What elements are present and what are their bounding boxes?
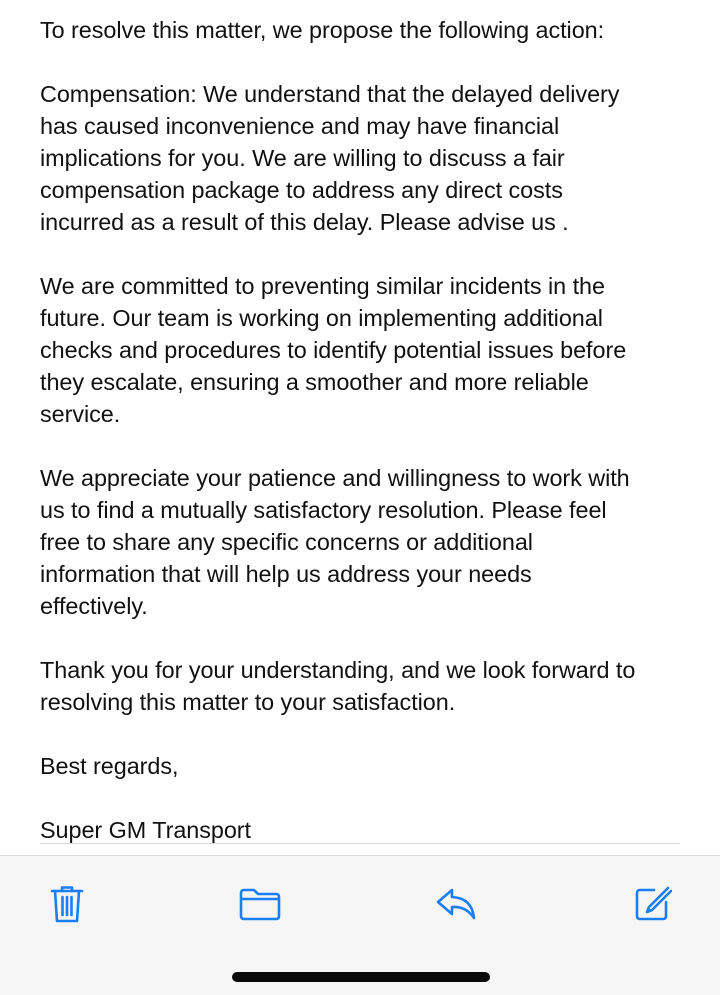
- email-paragraph: To resolve this matter, we propose the following action:: [40, 17, 605, 43]
- email-paragraph: We appreciate your patience and willingness to work with us to find a mutually satisfactory resolution. Please feel free to share any specific concerns or additional information that will help us address your needs effectively.: [40, 465, 630, 619]
- email-paragraph: We are committed to preventing similar incidents in the future. Our team is working on implementing additional checks and procedures to identify potential issues before they escalate, ensuring a smoother and more reliable service.: [40, 273, 627, 427]
- reply-icon: [434, 886, 478, 922]
- email-paragraph: Compensation: We understand that the delayed delivery has caused inconvenience and may have financial implications for you. We are willing to discuss a fair compensation package to address any direct costs incurred as a result of this delay. Please advise us .: [40, 81, 620, 235]
- email-paragraph: Thank you for your understanding, and we look forward to resolving this matter to your satisfaction.: [40, 657, 636, 715]
- compose-button[interactable]: [628, 880, 676, 928]
- body-divider: [40, 843, 680, 844]
- email-closing: Best regards,: [40, 753, 179, 779]
- folder-icon: [238, 886, 282, 922]
- compose-icon: [632, 884, 672, 924]
- trash-icon: [49, 884, 85, 924]
- trash-button[interactable]: [43, 880, 91, 928]
- reply-button[interactable]: [432, 880, 480, 928]
- email-signature: Super GM Transport: [40, 817, 251, 843]
- home-indicator[interactable]: [232, 972, 490, 982]
- bottom-toolbar: [0, 855, 720, 995]
- move-to-folder-button[interactable]: [236, 880, 284, 928]
- email-body: [40, 14, 680, 846]
